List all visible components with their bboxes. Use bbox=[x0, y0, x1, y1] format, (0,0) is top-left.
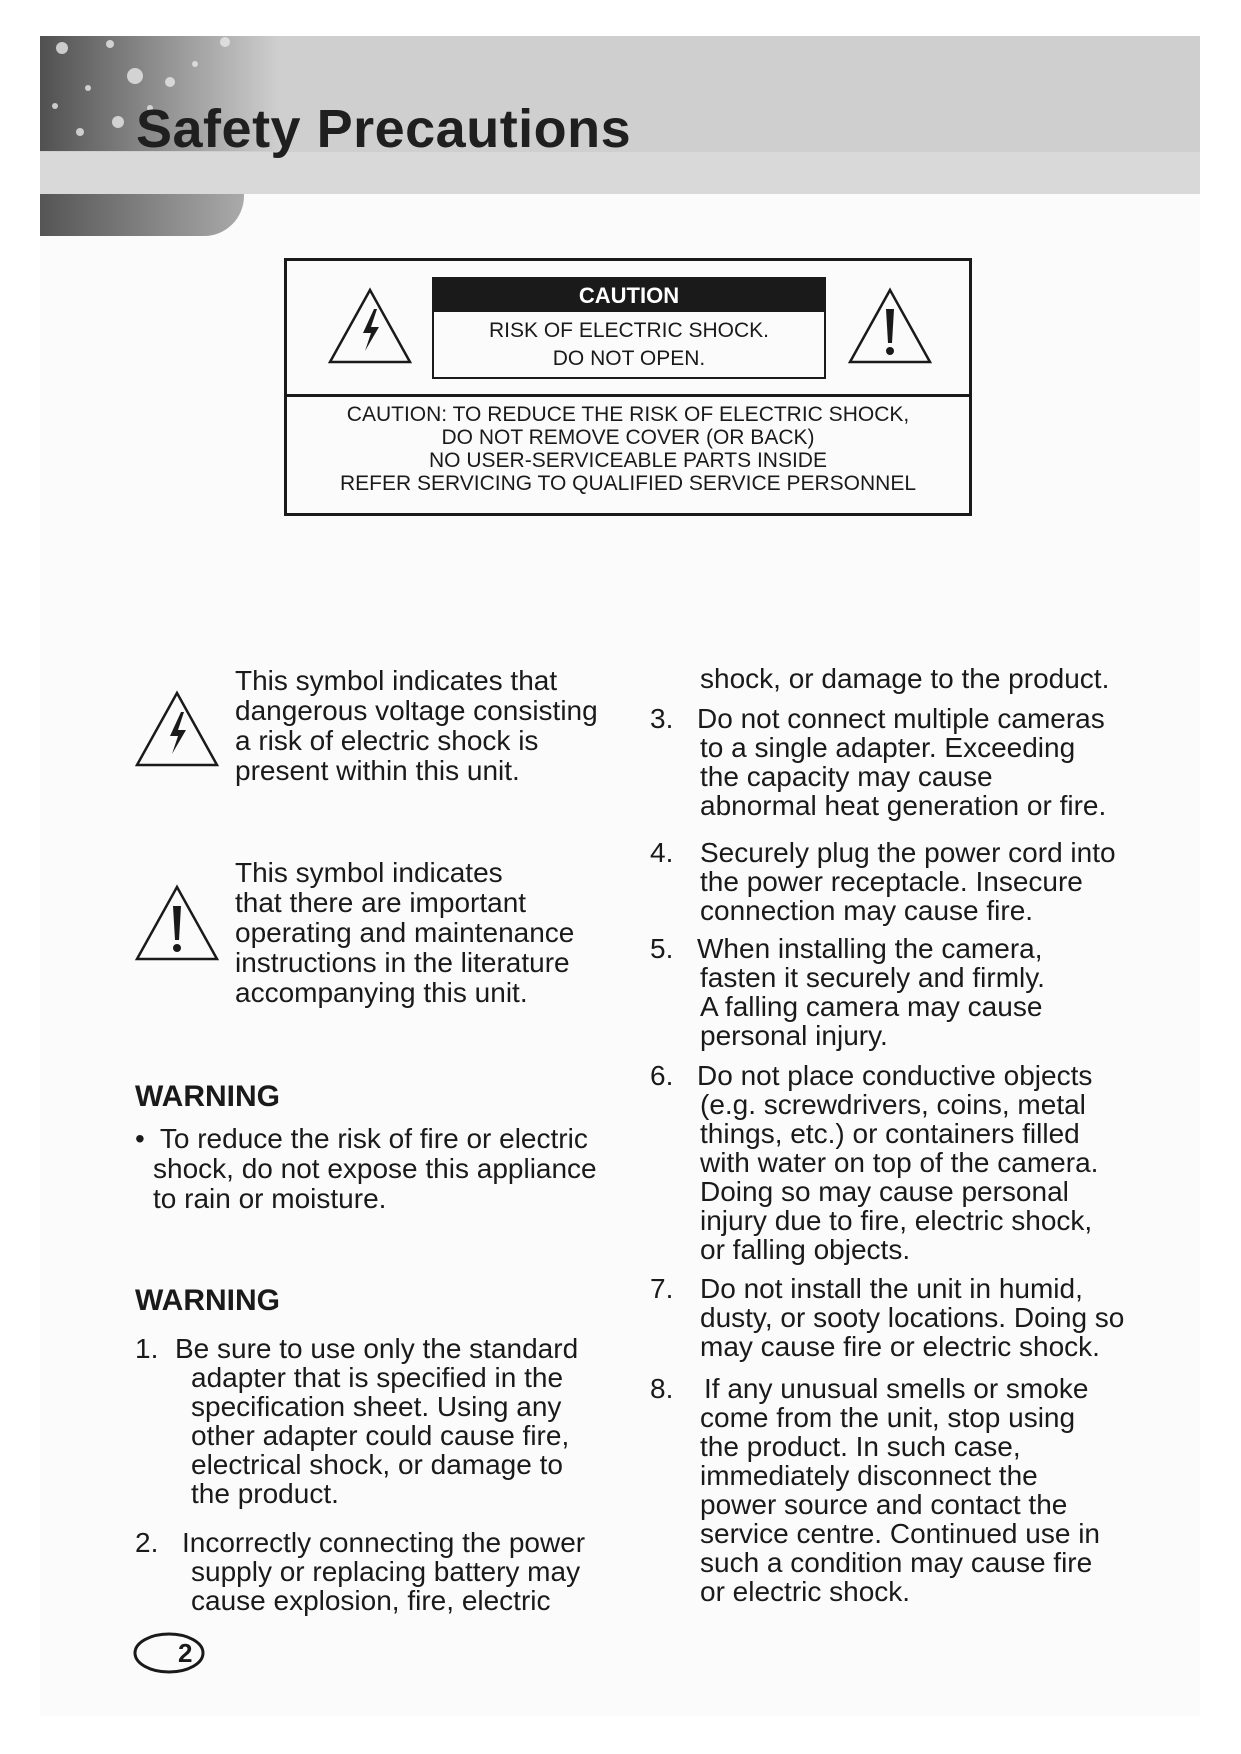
text-line: (e.g. screwdrivers, coins, metal bbox=[700, 1089, 1086, 1120]
page-title: Safety Precautions bbox=[136, 99, 632, 159]
text-line: supply or replacing battery may bbox=[191, 1556, 581, 1587]
text-line: service centre. Continued use in bbox=[700, 1518, 1100, 1549]
list-number: 2. bbox=[135, 1527, 159, 1558]
text-line: to a single adapter. Exceeding bbox=[700, 732, 1076, 763]
caution-label bbox=[432, 277, 826, 379]
text-line: fasten it securely and firmly. bbox=[700, 962, 1045, 993]
text-line: other adapter could cause fire, bbox=[191, 1420, 570, 1451]
text-line: cause explosion, fire, electric bbox=[191, 1585, 551, 1616]
warning-bullet bbox=[135, 1124, 615, 1214]
text-line: Securely plug the power cord into bbox=[700, 837, 1116, 868]
caution-label-heading: CAUTION bbox=[434, 279, 824, 312]
list-number: 7. bbox=[650, 1273, 674, 1304]
text-line: accompanying this unit. bbox=[235, 977, 528, 1008]
caution-divider bbox=[287, 394, 969, 397]
symbol-description-voltage bbox=[235, 666, 615, 786]
text-line: connection may cause fire. bbox=[700, 895, 1034, 926]
text-line: the product. bbox=[191, 1478, 339, 1509]
text-line: or electric shock. bbox=[700, 1576, 911, 1607]
text-line: a risk of electric shock is bbox=[235, 725, 539, 756]
text-line: Incorrectly connecting the power bbox=[182, 1527, 586, 1558]
list-number: 8. bbox=[650, 1373, 674, 1404]
text-line: the capacity may cause bbox=[700, 761, 993, 792]
list-number: 6. bbox=[650, 1060, 674, 1091]
lightning-triangle-icon bbox=[327, 287, 413, 365]
list-item-continuation bbox=[700, 664, 1180, 693]
caution-label-line: RISK OF ELECTRIC SHOCK. bbox=[488, 319, 770, 342]
text-line: may cause fire or electric shock. bbox=[700, 1331, 1100, 1362]
page-number-oval bbox=[133, 1632, 205, 1674]
text-line: with water on top of the camera. bbox=[700, 1147, 1099, 1178]
text-line: injury due to fire, electric shock, bbox=[700, 1205, 1093, 1236]
text-line: the power receptacle. Insecure bbox=[700, 866, 1083, 897]
caution-notice-line: REFER SERVICING TO QUALIFIED SERVICE PERSONNEL bbox=[339, 472, 917, 495]
text-line: immediately disconnect the bbox=[700, 1460, 1038, 1491]
text-line: or falling objects. bbox=[700, 1234, 911, 1265]
text-line: to rain or moisture. bbox=[153, 1183, 387, 1214]
exclamation-triangle-icon bbox=[134, 884, 220, 962]
text-line: personal injury. bbox=[700, 1020, 888, 1051]
text-line: If any unusual smells or smoke bbox=[704, 1373, 1089, 1404]
text-line: present within this unit. bbox=[235, 755, 520, 786]
text-line: dangerous voltage consisting bbox=[235, 695, 598, 726]
text-line: To reduce the risk of fire or electric bbox=[159, 1123, 588, 1154]
text-line: This symbol indicates bbox=[235, 857, 503, 888]
text-line: that there are important bbox=[235, 887, 527, 918]
text-line: operating and maintenance bbox=[235, 917, 575, 948]
text-line: Doing so may cause personal bbox=[700, 1176, 1069, 1207]
text-line: When installing the camera, bbox=[697, 933, 1043, 964]
symbol-description-instructions bbox=[235, 858, 615, 1008]
text-line: Do not connect multiple cameras bbox=[697, 703, 1105, 734]
page-number: 2 bbox=[178, 1638, 193, 1668]
text-line: This symbol indicates that bbox=[235, 665, 558, 696]
lightning-triangle-icon bbox=[134, 690, 220, 768]
caution-notice-line: DO NOT REMOVE COVER (OR BACK) bbox=[441, 426, 815, 449]
caution-label-line: DO NOT OPEN. bbox=[552, 347, 706, 370]
list-number: 5. bbox=[650, 933, 674, 964]
warning-heading: WARNING bbox=[135, 1284, 280, 1317]
list-number: 4. bbox=[650, 837, 674, 868]
text-line: come from the unit, stop using bbox=[700, 1402, 1076, 1433]
caution-notice bbox=[287, 403, 969, 495]
text-line: adapter that is specified in the bbox=[191, 1362, 564, 1393]
text-line: Do not place conductive objects bbox=[697, 1060, 1093, 1091]
text-line: such a condition may cause fire bbox=[700, 1547, 1093, 1578]
text-line: abnormal heat generation or fire. bbox=[700, 790, 1107, 821]
text-line: shock, or damage to the product. bbox=[700, 663, 1110, 694]
caution-notice-line: NO USER-SERVICEABLE PARTS INSIDE bbox=[429, 449, 827, 472]
text-line: specification sheet. Using any bbox=[191, 1391, 562, 1422]
warning-heading: WARNING bbox=[135, 1080, 280, 1113]
text-line: shock, do not expose this appliance bbox=[153, 1153, 597, 1184]
caution-notice-line: CAUTION: TO REDUCE THE RISK OF ELECTRIC SHOCK, bbox=[346, 403, 910, 426]
text-line: instructions in the literature bbox=[235, 947, 570, 978]
exclamation-triangle-icon bbox=[847, 287, 933, 365]
bullet-mark: • bbox=[135, 1123, 145, 1154]
text-line: A falling camera may cause bbox=[700, 991, 1043, 1022]
text-line: Do not install the unit in humid, bbox=[700, 1273, 1083, 1304]
list-number: 1. bbox=[135, 1333, 159, 1364]
caution-label-box bbox=[284, 258, 972, 516]
text-line: things, etc.) or containers filled bbox=[700, 1118, 1080, 1149]
text-line: dusty, or sooty locations. Doing so bbox=[700, 1302, 1125, 1333]
text-line: power source and contact the bbox=[700, 1489, 1068, 1520]
header-tab-shape bbox=[40, 194, 244, 236]
text-line: Be sure to use only the standard bbox=[175, 1333, 579, 1364]
text-line: electrical shock, or damage to bbox=[191, 1449, 563, 1480]
list-number: 3. bbox=[650, 703, 674, 734]
text-line: the product. In such case, bbox=[700, 1431, 1021, 1462]
